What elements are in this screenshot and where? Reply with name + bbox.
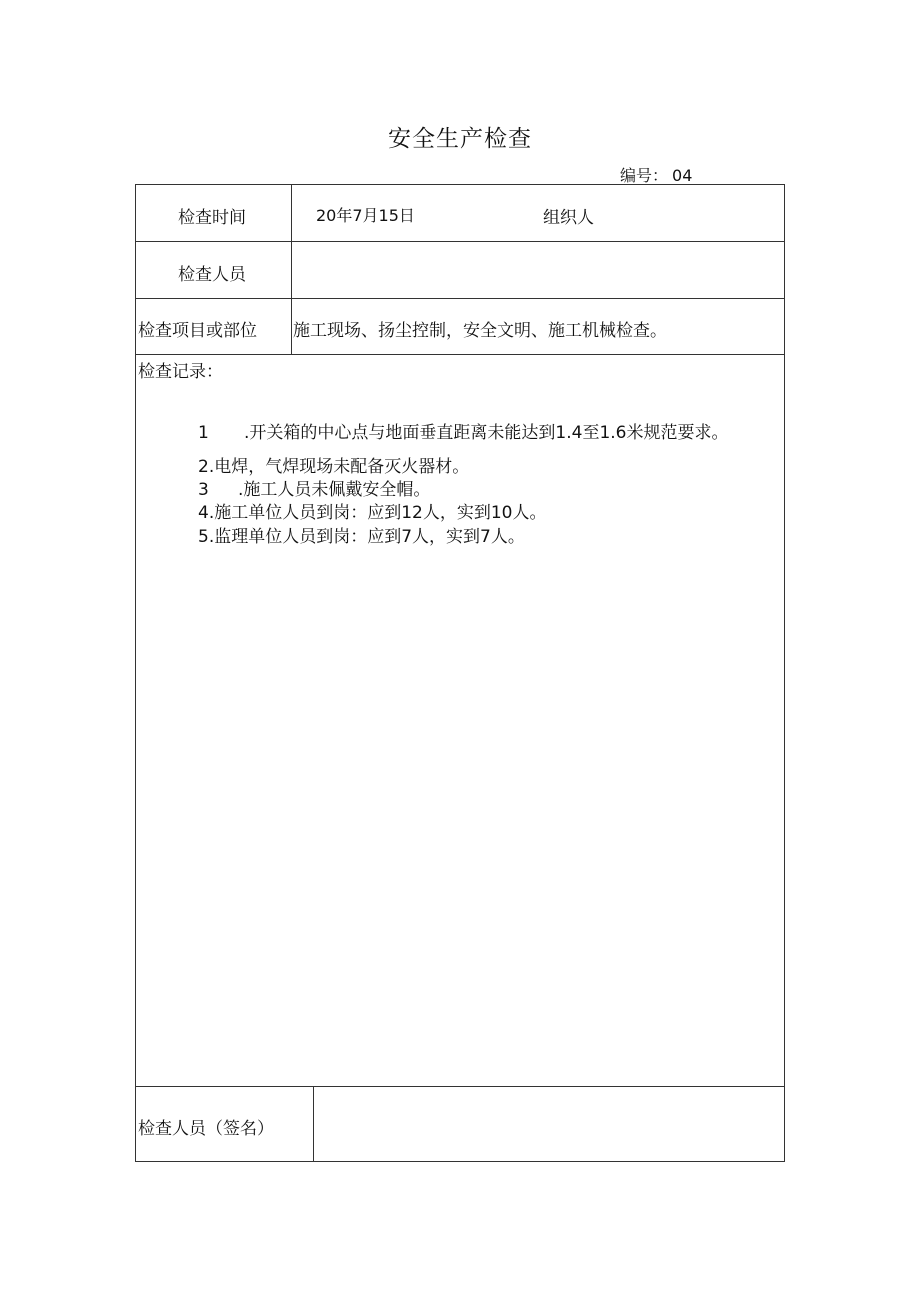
inspection-time-label: 检查时间	[178, 208, 246, 228]
record-item-index: 2	[198, 457, 209, 477]
record-item-2	[198, 452, 469, 477]
inspection-form-table	[135, 184, 785, 1162]
document-number	[620, 163, 692, 186]
document-number-value: 04	[672, 166, 693, 185]
organizer-label: 组织人	[543, 208, 594, 228]
page-title: 安全生产检查	[388, 126, 532, 152]
record-item-text: .施工单位人员到岗：应到12人，实到10人。	[208, 503, 547, 523]
record-item-index: 5	[198, 527, 209, 547]
row-divider	[136, 1086, 784, 1087]
record-item-text: .施工人员未佩戴安全帽。	[238, 480, 431, 500]
inspectors-label: 检查人员	[178, 265, 246, 285]
record-item-index: 3	[198, 480, 209, 500]
signature-label: 检查人员（签名）	[138, 1119, 274, 1139]
record-item-1	[198, 418, 728, 443]
record-item-4	[198, 498, 547, 523]
record-item-text: .开关箱的中心点与地面垂直距离未能达到1.4至1.6米规范要求。	[244, 423, 729, 443]
row-divider	[136, 354, 784, 355]
record-item-3	[198, 475, 430, 500]
inspection-items-value: 施工现场、扬尘控制，安全文明、施工机械检查。	[293, 321, 667, 341]
document-number-label: 编号：	[620, 166, 669, 185]
inspection-record-label: 检查记录：	[138, 362, 223, 382]
record-item-text: .监理单位人员到岗：应到7人，实到7人。	[208, 527, 525, 547]
row-divider	[136, 298, 784, 299]
record-item-text: .电焊，气焊现场未配备灭火器材。	[208, 457, 470, 477]
column-divider	[313, 1086, 314, 1161]
record-item-index: 1	[198, 423, 209, 443]
record-item-index: 4	[198, 503, 209, 523]
inspection-items-label: 检查项目或部位	[138, 321, 257, 341]
record-item-5	[198, 522, 525, 547]
inspection-time-value: 20年7月15日	[316, 206, 415, 225]
row-divider	[136, 241, 784, 242]
column-divider	[291, 185, 292, 354]
